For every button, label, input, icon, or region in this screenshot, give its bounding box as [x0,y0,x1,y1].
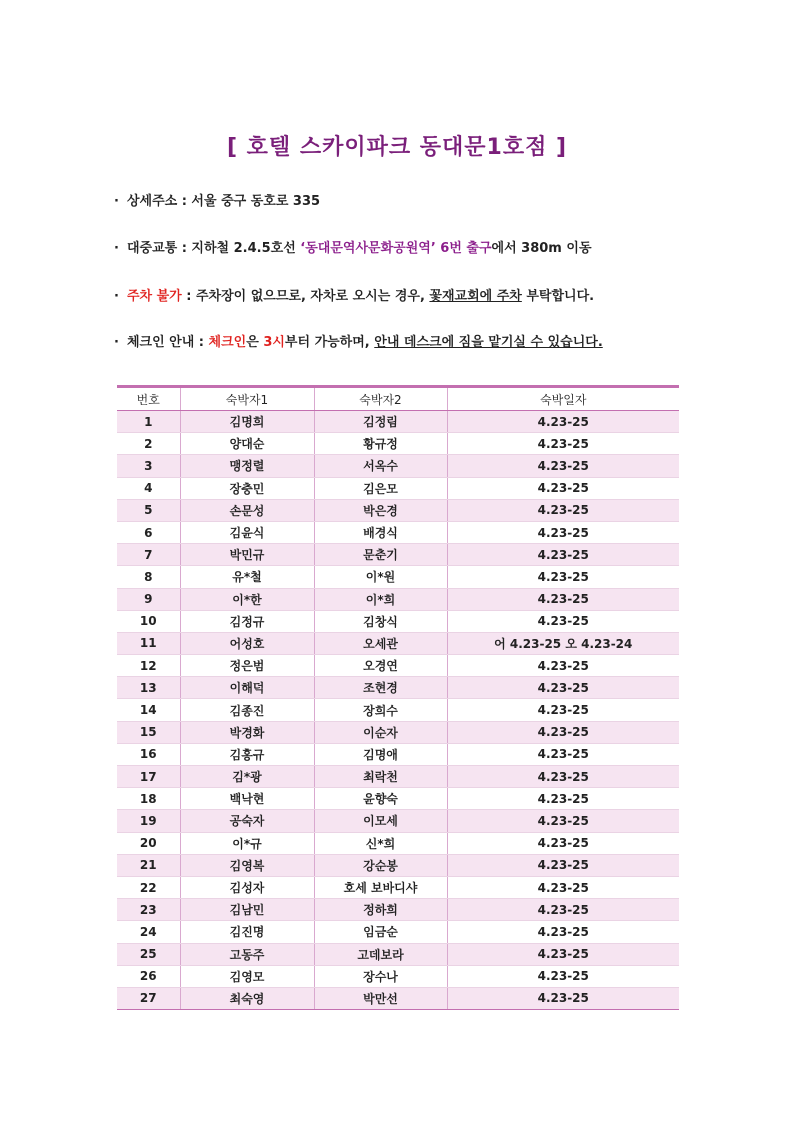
cell-guest1: 백낙현 [180,788,314,810]
cell-guest1: 정은범 [180,655,314,677]
cell-guest1: 김정규 [180,610,314,632]
cell-guest2: 김은모 [314,477,447,499]
cell-guest2: 신*희 [314,832,447,854]
table-row [117,987,679,1009]
cell-guest2: 황규정 [314,433,447,455]
cell-date: 4.23-25 [447,766,679,788]
cell-number: 26 [117,965,180,987]
cell-number: 19 [117,810,180,832]
bullet: · [114,194,119,209]
cell-guest1: 손문성 [180,499,314,521]
cell-guest1: 어성호 [180,632,314,654]
page-title: [ 호텔 스카이파크 동대문1호점 ] [226,135,568,160]
cell-guest1: 김영복 [180,854,314,876]
cell-date: 4.23-25 [447,677,679,699]
cell-number: 24 [117,921,180,943]
cell-number: 21 [117,854,180,876]
cell-guest2: 임금순 [314,921,447,943]
guest-table [117,385,679,1010]
cell-date: 4.23-25 [447,544,679,566]
cell-number: 5 [117,499,180,521]
cell-guest1: 김성자 [180,876,314,898]
table-row [117,433,679,455]
cell-guest2: 정하희 [314,899,447,921]
cell-number: 9 [117,588,180,610]
cell-date: 4.23-25 [447,521,679,543]
table-row [117,766,679,788]
cell-date: 4.23-25 [447,876,679,898]
table-row [117,788,679,810]
table-row [117,499,679,521]
cell-guest2: 호세 보바디샤 [314,876,447,898]
cell-guest1: 맹정렬 [180,455,314,477]
cell-guest1: 장충민 [180,477,314,499]
table-row [117,876,679,898]
cell-guest2: 박은경 [314,499,447,521]
table-row [117,854,679,876]
cell-number: 25 [117,943,180,965]
table-row [117,477,679,499]
table-row [117,655,679,677]
cell-guest1: 이해덕 [180,677,314,699]
parking-suffix: 부탁합니다. [521,289,595,304]
table-row [117,455,679,477]
cell-number: 12 [117,655,180,677]
parking-underlined: 꽃재교회에 주차 [429,289,522,304]
cell-date: 4.23-25 [447,411,679,433]
cell-number: 6 [117,521,180,543]
table-row [117,810,679,832]
table-row [117,743,679,765]
cell-guest1: 김종진 [180,699,314,721]
cell-guest2: 강순봉 [314,854,447,876]
table-row [117,965,679,987]
cell-guest1: 고동주 [180,943,314,965]
cell-date: 4.23-25 [447,899,679,921]
cell-guest2: 이*원 [314,566,447,588]
table-header-row [117,387,679,411]
cell-guest1: 이*한 [180,588,314,610]
cell-date: 4.23-25 [447,499,679,521]
cell-number: 22 [117,876,180,898]
cell-guest2: 서옥수 [314,455,447,477]
parking-line [114,285,594,304]
parking-highlight: 주차 불가 [126,289,182,304]
transit-station: ‘동대문역사문화공원역’ 6번 출구 [300,241,492,256]
table-row [117,544,679,566]
bullet: · [114,241,119,256]
cell-number: 16 [117,743,180,765]
checkin-underlined: 안내 데스크에 짐을 맡기실 수 있습니다. [374,335,603,350]
cell-number: 27 [117,987,180,1009]
cell-guest2: 김창식 [314,610,447,632]
cell-guest1: 김남민 [180,899,314,921]
checkin-line [114,331,603,350]
cell-guest1: 김홍규 [180,743,314,765]
cell-date: 4.23-25 [447,854,679,876]
cell-guest2: 배경식 [314,521,447,543]
cell-guest2: 조현경 [314,677,447,699]
cell-guest1: 이*규 [180,832,314,854]
table-row [117,832,679,854]
table-row [117,943,679,965]
table-row [117,721,679,743]
table-row [117,566,679,588]
cell-guest2: 고데보라 [314,943,447,965]
bullet: · [114,335,119,350]
cell-guest2: 윤향숙 [314,788,447,810]
cell-date: 4.23-25 [447,832,679,854]
cell-number: 4 [117,477,180,499]
cell-date: 어 4.23-25 오 4.23-24 [447,632,679,654]
table-row [117,610,679,632]
cell-number: 3 [117,455,180,477]
cell-number: 11 [117,632,180,654]
cell-number: 10 [117,610,180,632]
header-guest1: 숙박자1 [180,387,314,411]
address-line [114,190,320,209]
cell-number: 15 [117,721,180,743]
cell-number: 2 [117,433,180,455]
cell-date: 4.23-25 [447,987,679,1009]
cell-number: 20 [117,832,180,854]
table-row [117,921,679,943]
table-row [117,699,679,721]
table-row [117,899,679,921]
bullet: · [114,289,119,304]
cell-number: 8 [117,566,180,588]
cell-number: 13 [117,677,180,699]
cell-guest2: 이순자 [314,721,447,743]
table-row [117,588,679,610]
cell-date: 4.23-25 [447,810,679,832]
checkin-mid2: 부터 가능하며, [284,335,375,350]
cell-date: 4.23-25 [447,699,679,721]
cell-guest2: 박만선 [314,987,447,1009]
cell-date: 4.23-25 [447,455,679,477]
cell-guest2: 장수나 [314,965,447,987]
cell-guest1: 김영모 [180,965,314,987]
cell-date: 4.23-25 [447,477,679,499]
cell-guest2: 문춘기 [314,544,447,566]
table-body [117,411,679,1010]
cell-number: 14 [117,699,180,721]
checkin-prefix: 체크인 안내 : [126,335,209,350]
cell-guest1: 김진명 [180,921,314,943]
cell-guest2: 김정림 [314,411,447,433]
cell-guest1: 양대순 [180,433,314,455]
cell-guest2: 이모세 [314,810,447,832]
header-guest2: 숙박자2 [314,387,447,411]
cell-date: 4.23-25 [447,965,679,987]
cell-number: 1 [117,411,180,433]
cell-guest1: 김윤식 [180,521,314,543]
cell-guest2: 오경연 [314,655,447,677]
cell-number: 17 [117,766,180,788]
cell-guest2: 최락천 [314,766,447,788]
cell-guest2: 장희수 [314,699,447,721]
cell-date: 4.23-25 [447,566,679,588]
cell-date: 4.23-25 [447,655,679,677]
cell-date: 4.23-25 [447,721,679,743]
header-number: 번호 [117,387,180,411]
cell-guest2: 김명애 [314,743,447,765]
cell-guest1: 박경화 [180,721,314,743]
checkin-red2: 3시 [263,335,285,350]
cell-date: 4.23-25 [447,943,679,965]
header-date: 숙박일자 [447,387,679,411]
cell-number: 7 [117,544,180,566]
cell-date: 4.23-25 [447,788,679,810]
cell-guest2: 오세관 [314,632,447,654]
cell-date: 4.23-25 [447,610,679,632]
transit-suffix: 에서 380m 이동 [491,241,592,256]
cell-guest1: 공숙자 [180,810,314,832]
cell-number: 23 [117,899,180,921]
table-row [117,632,679,654]
cell-date: 4.23-25 [447,588,679,610]
cell-guest1: 김명희 [180,411,314,433]
transit-prefix: 대중교통 : 지하철 2.4.5호선 [126,241,301,256]
cell-guest1: 최숙영 [180,987,314,1009]
transit-line [114,237,592,256]
cell-date: 4.23-25 [447,921,679,943]
cell-guest1: 김*광 [180,766,314,788]
cell-guest2: 이*희 [314,588,447,610]
table-row [117,677,679,699]
cell-date: 4.23-25 [447,433,679,455]
cell-guest1: 박민규 [180,544,314,566]
table-row [117,521,679,543]
table-row [117,411,679,433]
checkin-red1: 체크인 [208,335,247,350]
parking-mid: : 주차장이 없으므로, 자차로 오시는 경우, [181,289,430,304]
cell-guest1: 유*철 [180,566,314,588]
cell-number: 18 [117,788,180,810]
cell-date: 4.23-25 [447,743,679,765]
address-text: 상세주소 : 서울 중구 동호로 335 [126,194,321,209]
checkin-mid1: 은 [246,335,264,350]
